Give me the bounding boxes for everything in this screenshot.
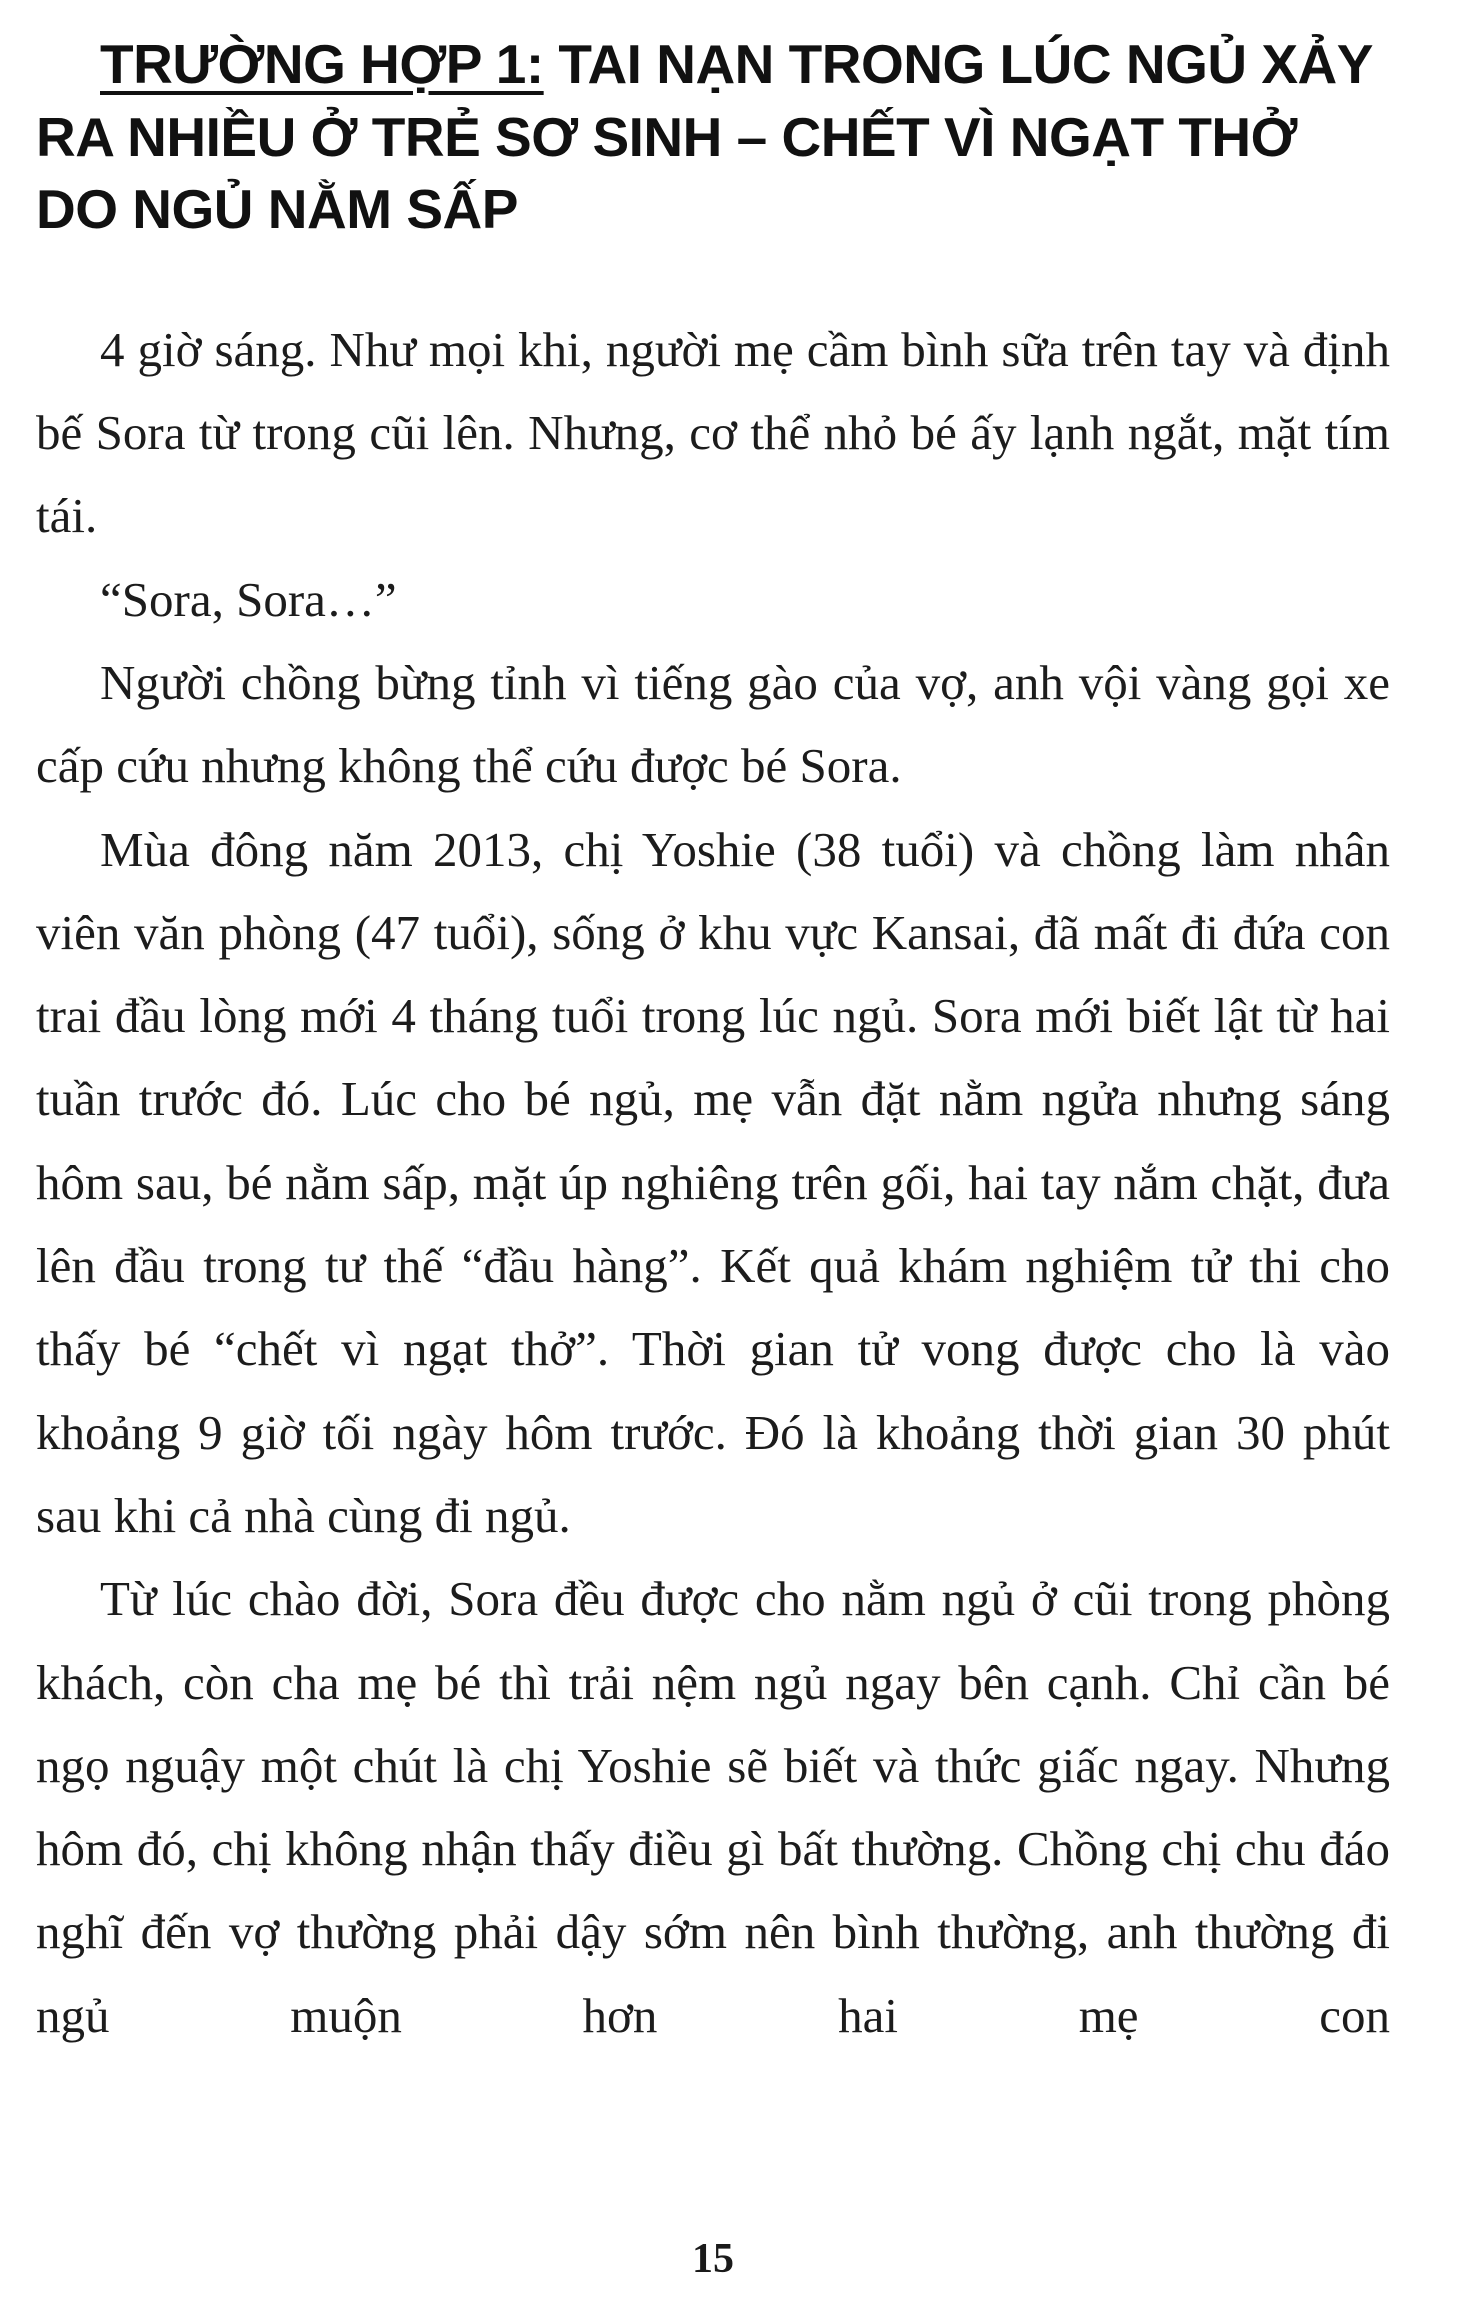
page-footer (36, 2235, 1390, 2291)
page-number: 15 (692, 2236, 734, 2282)
paragraph: 4 giờ sáng. Như mọi khi, người mẹ cầm bình sữa trên tay và định bế Sora từ trong cũi lên. Nhưng, cơ thể nhỏ bé ấy lạnh ngắt, mặt tím tái. (36, 321, 1390, 544)
heading-case-label: TRƯỜNG HỢP 1: (100, 33, 544, 95)
body-text (36, 308, 1390, 2057)
paragraph: Từ lúc chào đời, Sora đều được cho nằm ngủ ở cũi trong phòng khách, còn cha mẹ bé thì trải nệm ngủ ngay bên cạnh. Chỉ cần bé ngọ nguậy một chút là chị Yoshie sẽ biết và thức giấc ngay. Nhưng hôm đó, chị không nhận thấy điều gì bất thường. Chồng chị chu đáo nghĩ đến vợ thường phải dậy sớm nên bình thường, anh thường đi ngủ muộn hơn hai mẹ con (36, 1571, 1390, 2043)
paragraph: “Sora, Sora…” (100, 571, 397, 627)
paragraph: Người chồng bừng tỉnh vì tiếng gào của vợ, anh vội vàng gọi xe cấp cứu nhưng không thể cứu được bé Sora. (36, 654, 1390, 794)
heading-title-text: TAI NẠN TRONG LÚC NGỦ XẢY RA NHIỀU Ở TRẺ SƠ SINH – CHẾT VÌ NGẠT THỞ DO NGỦ NẰM SẤP (36, 33, 1372, 241)
chapter-heading (36, 28, 1390, 246)
paragraph: Mùa đông năm 2013, chị Yoshie (38 tuổi) và chồng làm nhân viên văn phòng (47 tuổi), sống ở khu vực Kansai, đã mất đi đứa con trai đầu lòng mới 4 tháng tuổi trong lúc ngủ. Sora mới biết lật từ hai tuần trước đó. Lúc cho bé ngủ, mẹ vẫn đặt nằm ngửa nhưng sáng hôm sau, bé nằm sấp, mặt úp nghiêng trên gối, hai tay nắm chặt, đưa lên đầu trong tư thế “đầu hàng”. Kết quả khám nghiệm tử thi cho thấy bé “chết vì ngạt thở”. Thời gian tử vong được cho là vào khoảng 9 giờ tối ngày hôm trước. Đó là khoảng thời gian 30 phút sau khi cả nhà cùng đi ngủ. (36, 821, 1390, 1543)
